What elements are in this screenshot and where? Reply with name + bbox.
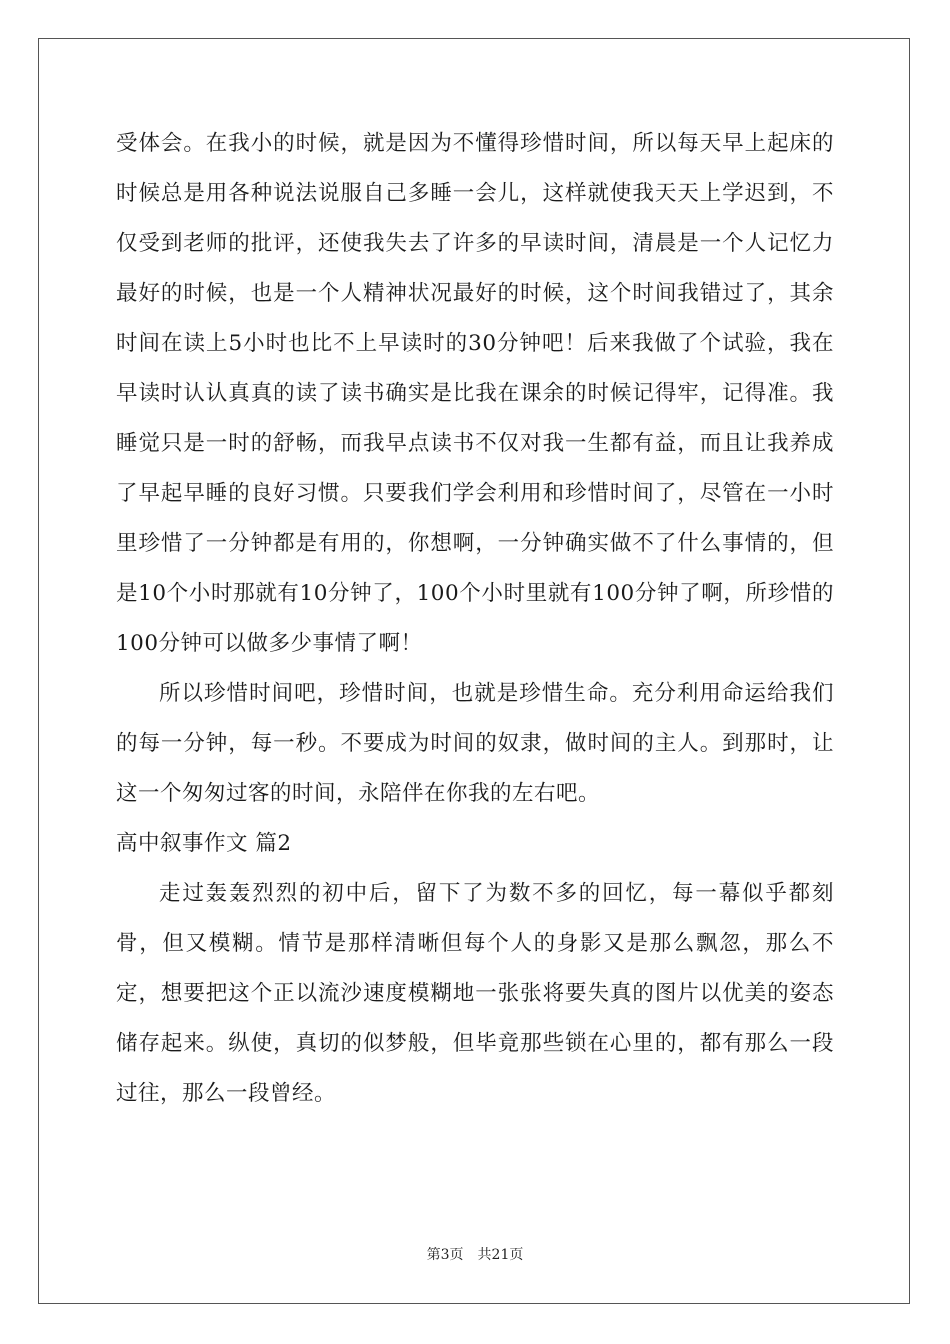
page-number: 第3页 — [426, 1247, 464, 1263]
section-heading: 高中叙事作文 篇2 — [116, 831, 292, 856]
paragraph-3: 走过轰轰烈烈的初中后，留下了为数不多的回忆，每一幕似乎都刻骨，但又模糊。情节是那样清晰但每个人的身影又是那么飘忽，那么不定，想要把这个正以流沙速度模糊地一张张将要失真的图片以优美的姿态储存起来。纵使，真切的似梦般，但毕竟那些锁在心里的，都有那么一段过往，那么一段曾经。 — [116, 881, 834, 1106]
paragraph-2: 所以珍惜时间吧，珍惜时间，也就是珍惜生命。充分利用命运给我们的每一分钟，每一秒。不要成为时间的奴隶，做时间的主人。到那时，让这一个匆匆过客的时间，永陪伴在你我的左右吧。 — [116, 681, 834, 806]
page-total: 共21页 — [477, 1247, 524, 1263]
page-footer — [0, 1244, 950, 1264]
paragraph-1: 受体会。在我小的时候，就是因为不懂得珍惜时间，所以每天早上起床的时候总是用各种说法说服自己多睡一会儿，这样就使我天天上学迟到，不仅受到老师的批评，还使我失去了许多的早读时间，清晨是一个人记忆力最好的时候，也是一个人精神状况最好的时候，这个时间我错过了，其余时间在读上5小时也比不上早读时的30分钟吧！后来我做了个试验，我在早读时认认真真的读了读书确实是比我在课余的时候记得牢，记得准。我睡觉只是一时的舒畅，而我早点读书不仅对我一生都有益，而且让我养成了早起早睡的良好习惯。只要我们学会利用和珍惜时间了，尽管在一小时里珍惜了一分钟都是有用的，你想啊，一分钟确实做不了什么事情的，但是10个小时那就有10分钟了，100个小时里就有100分钟了啊，所珍惜的100分钟可以做多少事情了啊！ — [116, 131, 834, 656]
document-body — [116, 119, 834, 1119]
